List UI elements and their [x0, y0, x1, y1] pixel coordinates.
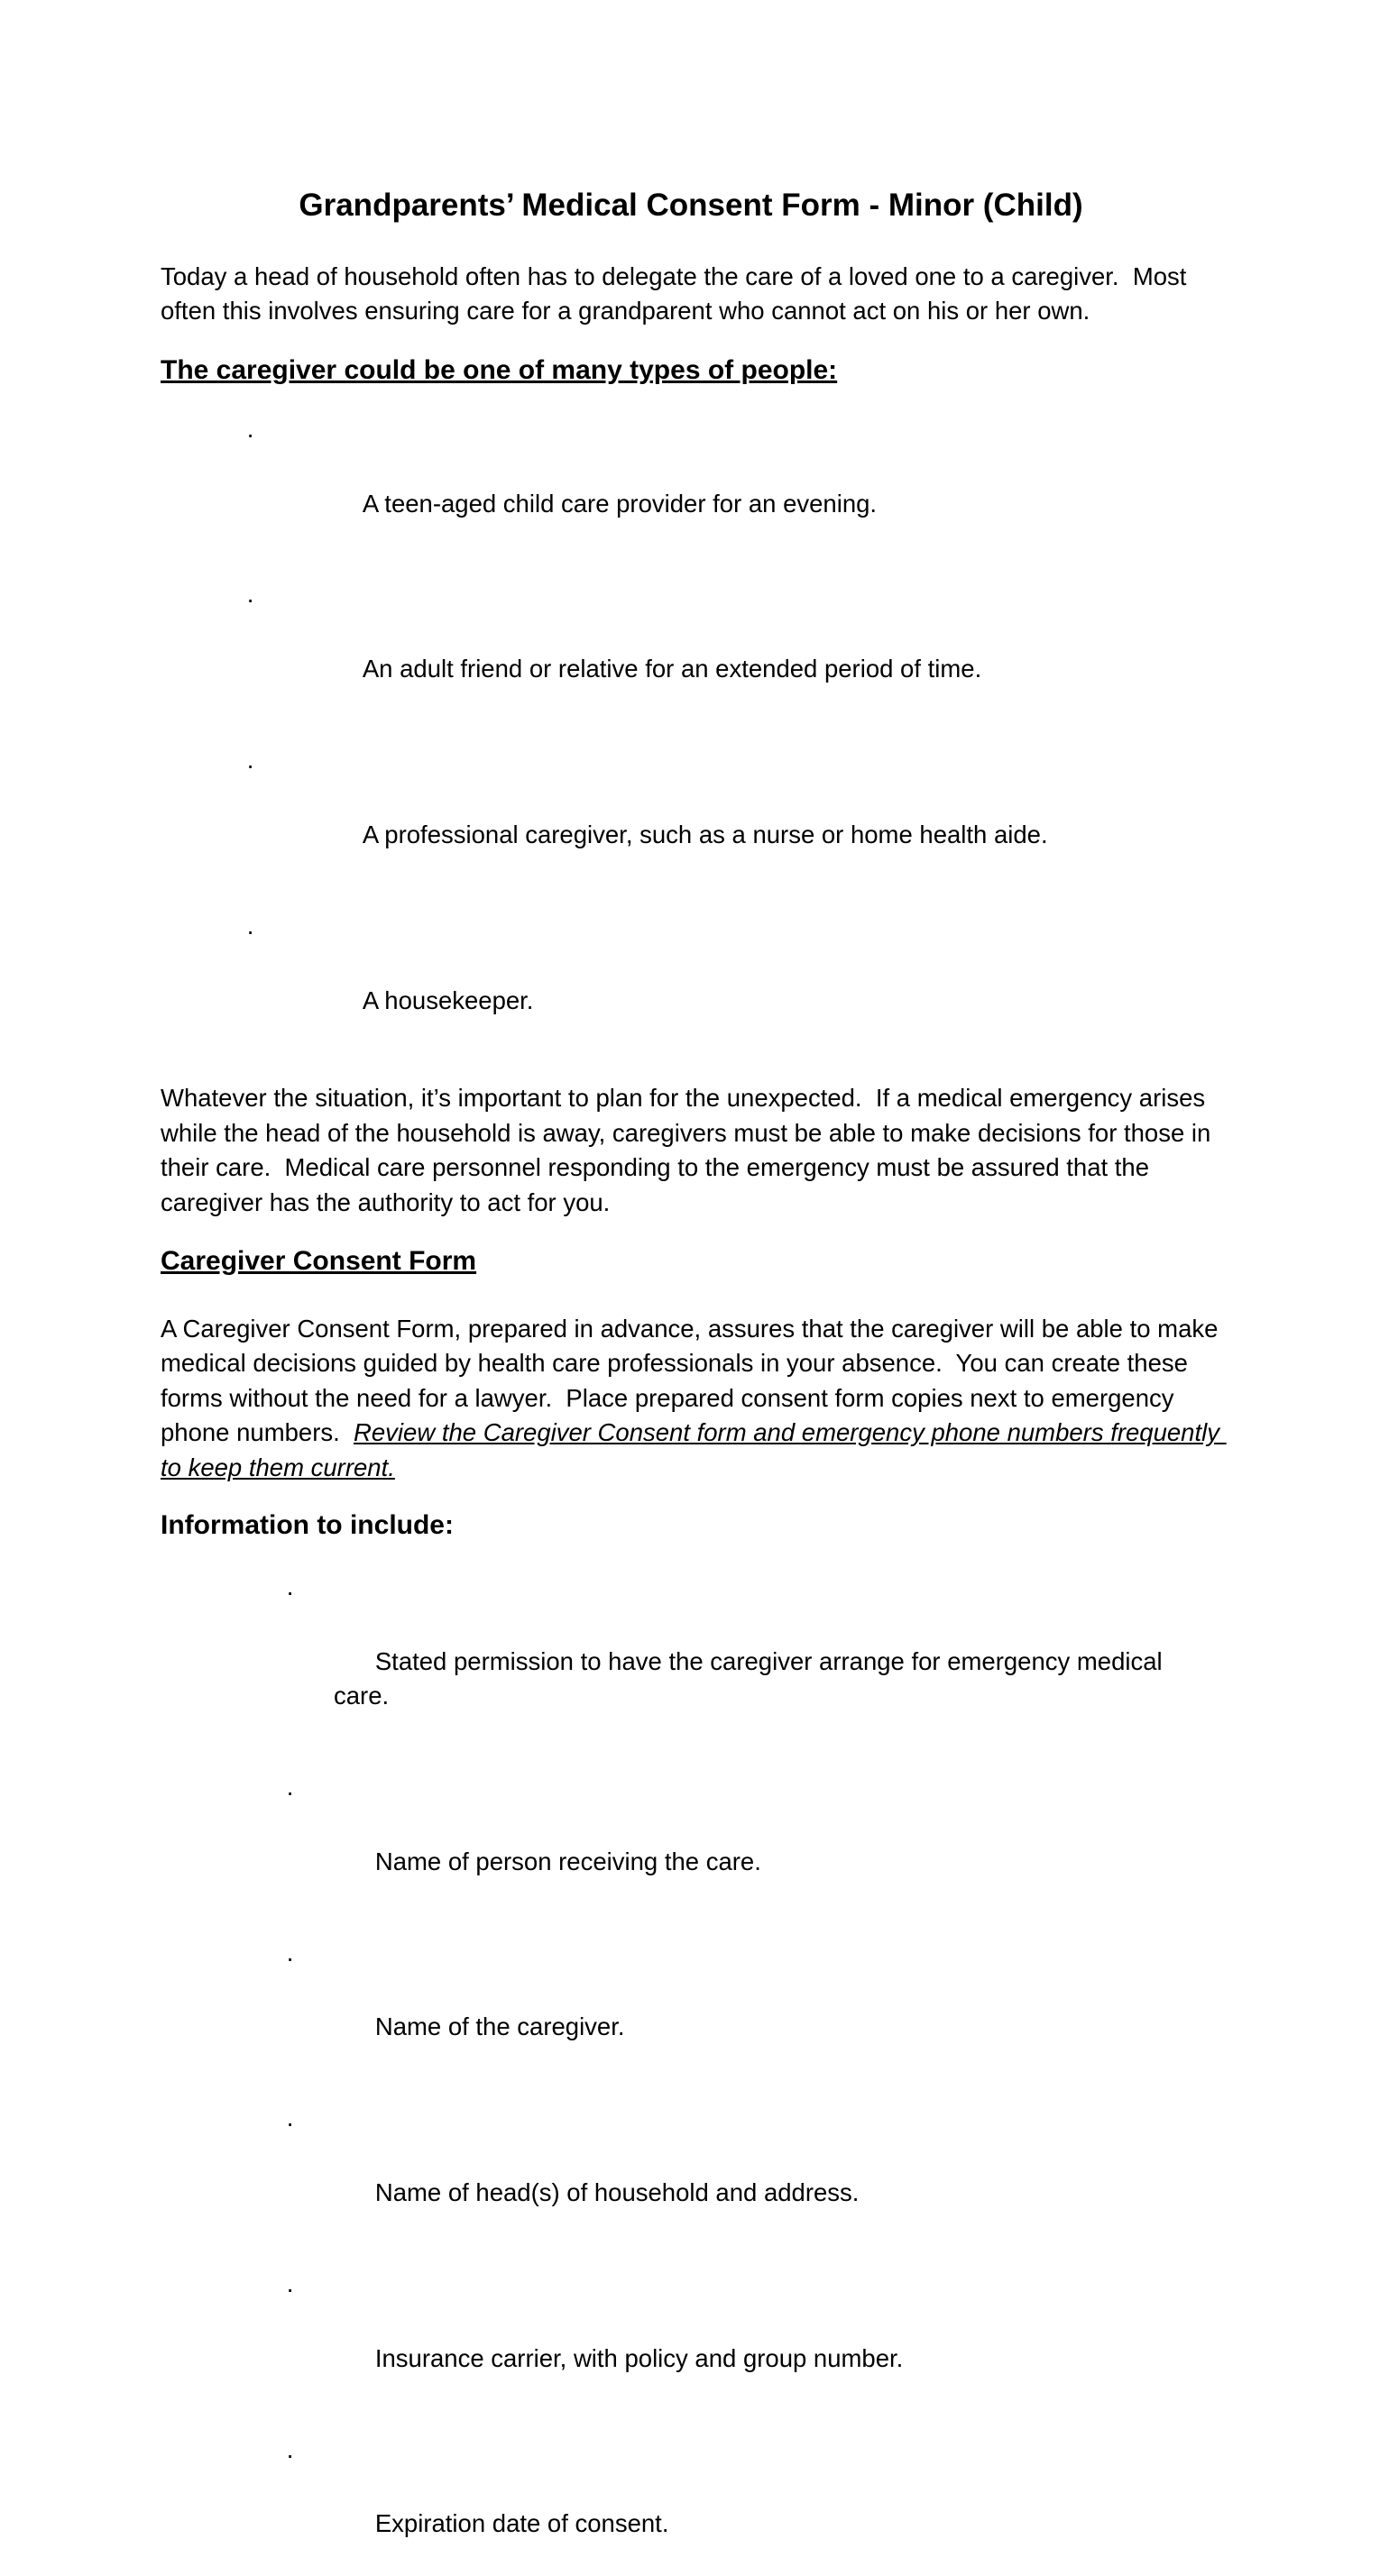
list-item: [161, 1941, 1221, 2080]
list-item-text: Name of head(s) of household and address.: [375, 2178, 860, 2206]
list-item: [161, 2272, 1221, 2411]
bullet-icon: ·: [286, 1575, 294, 1609]
information-list: [161, 1575, 1221, 2576]
bullet-icon: ·: [286, 2106, 294, 2141]
list-item-text: A professional caregiver, such as a nurse or home health aide.: [363, 820, 1048, 848]
bullet-icon: ·: [286, 2438, 294, 2472]
bullet-icon: ·: [286, 2272, 294, 2306]
list-item: [161, 1575, 1221, 1748]
section-heading-caregiver-types: The caregiver could be one of many types of people:: [161, 353, 1221, 389]
list-item: [161, 2106, 1221, 2245]
bullet-icon: ·: [246, 582, 254, 617]
caregiver-types-list: [161, 417, 1221, 1053]
list-item-text: An adult friend or relative for an extended period of time.: [363, 655, 981, 683]
list-item-text: Name of person receiving the care.: [375, 1847, 761, 1875]
list-item: [161, 914, 1221, 1053]
situation-paragraph: Whatever the situation, it’s important to plan for the unexpected. If a medical emergency arises while the head of the household is away, caregivers must be able to make decisions for those in their care. Medical care personnel responding to the emergency must be assured that the caregiver has the authority to act for you.: [161, 1081, 1221, 1220]
list-item-text: Expiration date of consent.: [375, 2509, 669, 2537]
bullet-icon: ·: [286, 1941, 294, 1976]
list-item-text: Stated permission to have the caregiver arrange for emergency medical care.: [334, 1647, 1169, 1710]
bullet-icon: ·: [246, 914, 254, 949]
consent-form-paragraph: [161, 1312, 1221, 1485]
list-item: [161, 582, 1221, 721]
list-item: [161, 2438, 1221, 2576]
consent-form-text: A Caregiver Consent Form, prepared in advance, assures that the caregiver will be able to make medical decisions guided by health care professionals in your absence. You can create these forms without the need for a lawyer. Place prepared consent form copies next to emergency phone numbers.: [161, 1315, 1225, 1446]
bullet-icon: ·: [286, 1775, 294, 1810]
list-item-text: A teen-aged child care provider for an evening.: [363, 490, 877, 518]
list-item: [161, 748, 1221, 887]
list-item-text: Name of the caregiver.: [375, 2012, 625, 2040]
list-item: [161, 1775, 1221, 1914]
intro-paragraph: Today a head of household often has to delegate the care of a loved one to a caregiver. Most often this involves ensuring care for a grandparent who cannot act on his or her own.: [161, 260, 1221, 329]
bullet-icon: ·: [246, 748, 254, 783]
list-item-text: Insurance carrier, with policy and group number.: [375, 2344, 903, 2372]
section-heading-consent-form: Caregiver Consent Form: [161, 1243, 1221, 1279]
list-item-text: A housekeeper.: [363, 986, 534, 1014]
list-item: [161, 417, 1221, 556]
bullet-icon: ·: [246, 417, 254, 452]
consent-form-emphasis-text: Review the Caregiver Consent form and emergency phone numbers frequently to keep them current.: [161, 1418, 1227, 1481]
section-heading-information: Information to include:: [161, 1508, 1221, 1544]
document-title: Grandparents’ Medical Consent Form - Minor (Child): [161, 186, 1221, 225]
